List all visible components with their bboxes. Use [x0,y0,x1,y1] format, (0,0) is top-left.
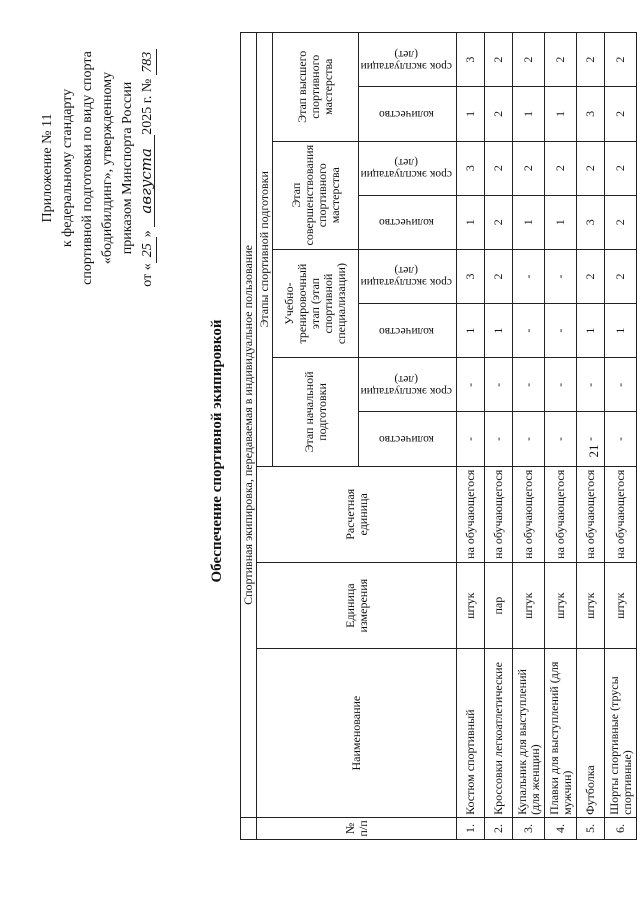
appendix-line-4: «бодибилдинг», утвержденному [100,71,115,265]
cell-value: - [605,412,637,466]
cell-value: - [577,358,605,412]
row-name: Костюм спортивный [457,649,485,818]
row-unit: штук [545,562,577,648]
row-num: 4. [545,817,577,839]
page-number: 21 [586,444,601,458]
stage-header-highest: Этап высшего спортивного мастерства [273,33,359,142]
cell-value: 1 [485,304,513,358]
sub-header-qty: количество [359,412,457,466]
sub-header-term: срок эксплуатации (лет) [359,141,457,195]
sub-header-qty: количество [359,87,457,141]
stage-header-training: Учебно-тренировочный этап (этап спортивной специализации) [273,249,359,357]
sub-header-term: срок эксплуатации (лет) [359,358,457,412]
cell-value: 2 [513,141,545,195]
order-number: 783 [140,49,157,75]
cell-value: 2 [605,87,637,141]
cell-value: - [485,358,513,412]
cell-value: 3 [457,33,485,87]
appendix-title: Приложение № 11 [40,113,55,223]
date-prefix: от « [140,263,155,287]
cell-value: 2 [577,249,605,303]
stage-header-improvement: Этап совершенствования спортивного мастерства [273,141,359,249]
cell-value: 2 [605,249,637,303]
cell-value: - [513,304,545,358]
row-unit: штук [577,562,605,648]
row-calc: на обучающегося [577,466,605,562]
row-num: 2. [485,817,513,839]
col-header-num: № п/п [257,817,457,839]
date-mid: » [140,230,155,238]
cell-value: - [577,412,605,466]
row-calc: на обучающегося [605,466,637,562]
cell-value: 3 [457,249,485,303]
row-calc: на обучающегося [485,466,513,562]
col-header-unit: Единица измерения [257,562,457,648]
row-name: Футболка [577,649,605,818]
row-name: Купальник для выступлений (для женщин) [513,649,545,818]
table-header-top: Спортивная экипировка, передаваемая в индивидуальное пользование [241,33,257,818]
cell-value: 1 [605,304,637,358]
table-row [513,33,545,840]
table-row [605,33,637,840]
row-unit: штук [457,562,485,648]
row-calc: на обучающегося [457,466,485,562]
date-day: 25 [140,237,157,263]
equipment-table [240,32,637,840]
cell-value: 2 [605,141,637,195]
date-month-handwritten: августа [138,135,155,227]
appendix-line-2: к федеральному стандарту [60,88,75,248]
appendix-line-5: приказом Минспорта России [120,81,135,255]
appendix-block [38,22,158,314]
cell-value: 2 [605,33,637,87]
row-calc: на обучающегося [545,466,577,562]
cell-value: - [545,358,577,412]
col-header-calc: Расчетная единица [257,466,457,562]
row-calc: на обучающегося [513,466,545,562]
cell-value: - [513,249,545,303]
cell-value: - [545,249,577,303]
cell-value: 1 [457,87,485,141]
table-row [545,33,577,840]
sub-header-term: срок эксплуатации (лет) [359,249,457,303]
cell-value: 2 [577,33,605,87]
cell-value: - [513,358,545,412]
cell-value: 1 [545,195,577,249]
table-row [577,33,605,840]
cell-value: - [545,412,577,466]
cell-value: 1 [513,195,545,249]
cell-value: 1 [577,304,605,358]
sub-header-term: срок эксплуатации (лет) [359,33,457,87]
cell-value: 2 [545,33,577,87]
appendix-line-3: спортивной подготовки по виду спорта [80,51,95,285]
cell-value: 2 [577,141,605,195]
row-unit: пар [485,562,513,648]
table-corner [241,817,257,839]
cell-value: 1 [513,87,545,141]
row-name: Шорты спортивные (трусы спортивные) [605,649,637,818]
cell-value: 3 [457,141,485,195]
sub-header-qty: количество [359,304,457,358]
cell-value: 2 [485,141,513,195]
cell-value: 1 [545,87,577,141]
cell-value: - [545,304,577,358]
row-name: Кроссовки легкоатлетические [485,649,513,818]
row-name: Плавки для выступлений (для мужчин) [545,649,577,818]
row-num: 3. [513,817,545,839]
row-num: 5. [577,817,605,839]
cell-value: - [485,412,513,466]
cell-value: 2 [485,33,513,87]
cell-value: 2 [545,141,577,195]
cell-value: 2 [485,195,513,249]
stage-header-initial: Этап начальной подготовки [273,358,359,466]
table-row [457,33,485,840]
cell-value: 2 [485,87,513,141]
document-title: Обеспечение спортивной экипировкой [209,319,225,583]
col-header-name: Наименование [257,649,457,818]
cell-value: - [457,358,485,412]
cell-value: 3 [577,195,605,249]
stages-header: Этапы спортивной подготовки [257,33,273,467]
cell-value: 3 [577,87,605,141]
row-unit: штук [605,562,637,648]
cell-value: 1 [457,304,485,358]
cell-value: - [605,358,637,412]
sub-header-qty: количество [359,195,457,249]
cell-value: - [513,412,545,466]
row-num: 1. [457,817,485,839]
table-row [485,33,513,840]
row-unit: штук [513,562,545,648]
cell-value: - [457,412,485,466]
cell-value: 2 [485,249,513,303]
cell-value: 2 [605,195,637,249]
row-num: 6. [605,817,637,839]
cell-value: 1 [457,195,485,249]
cell-value: 2 [513,33,545,87]
appendix-date-line [138,22,158,314]
date-year: 2025 г. № [140,78,155,135]
